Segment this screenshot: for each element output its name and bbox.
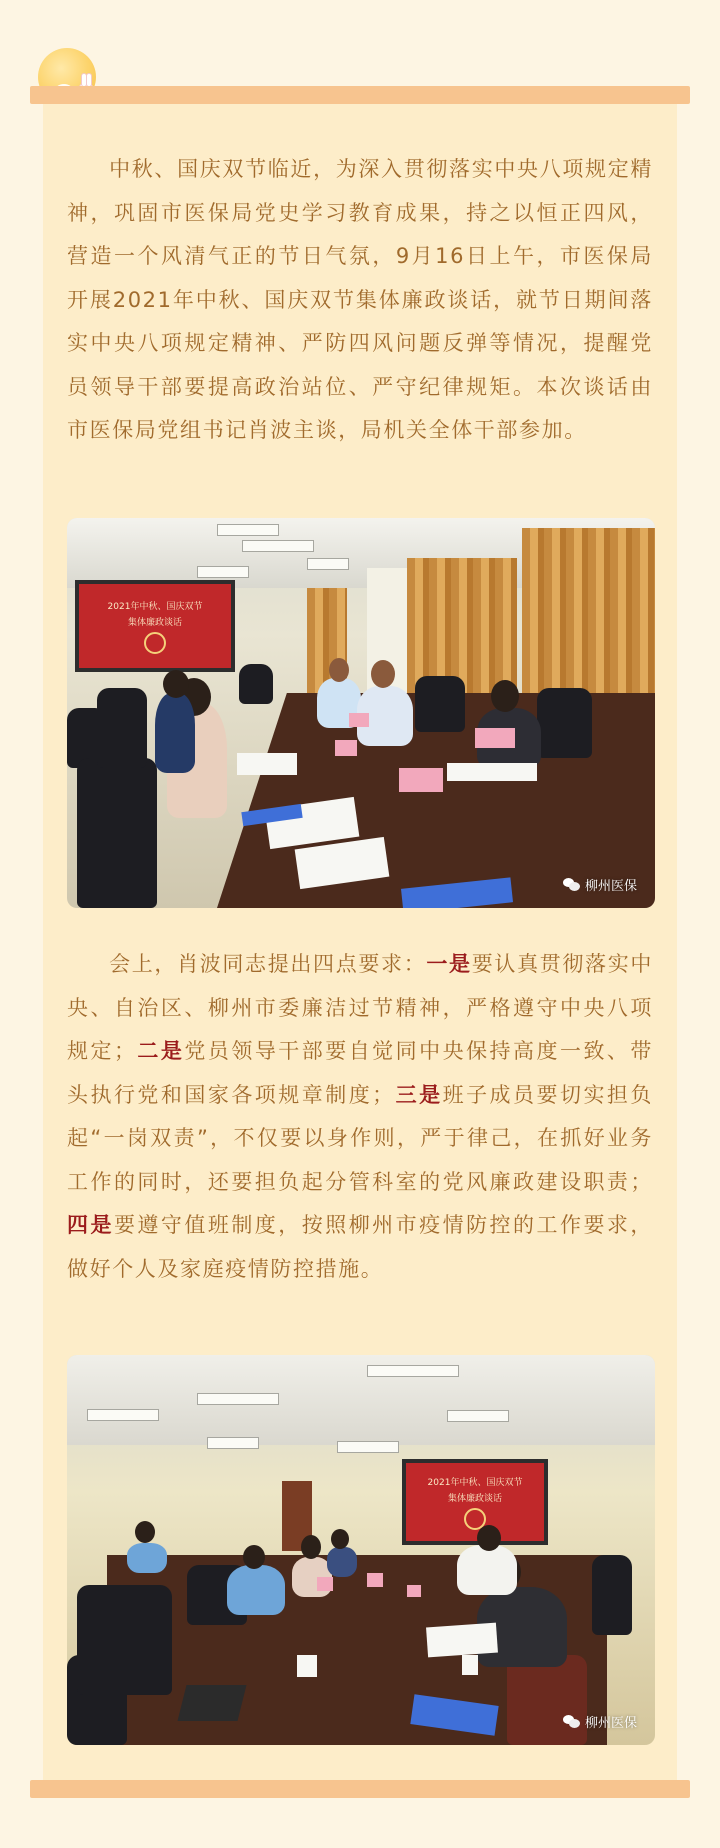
point-1-label: 一是 bbox=[426, 952, 472, 976]
screen-2-line-1: 2021年中秋、国庆双节 bbox=[427, 1477, 523, 1488]
point-1-text: 要认真贯彻落实中央、自治区、柳州市委廉洁过节精神，严格遵守中央八项规定； bbox=[67, 952, 653, 1063]
point-4-text: 要遵守值班制度，按照柳州市疫情防控的工作要求，做好个人及家庭疫情防控措施。 bbox=[67, 1213, 653, 1281]
party-emblem-icon bbox=[144, 632, 166, 654]
wechat-icon bbox=[563, 878, 581, 892]
screen-1-line-1: 2021年中秋、国庆双节 bbox=[107, 601, 203, 612]
point-3-label: 三是 bbox=[394, 1082, 443, 1107]
paragraph-requirements bbox=[67, 943, 653, 1291]
screen-2-line-2: 集体廉政谈话 bbox=[447, 1493, 502, 1504]
meeting-photo-1 bbox=[67, 518, 655, 908]
screen-1-line-2: 集体廉政谈话 bbox=[127, 617, 182, 628]
watermark-1-text: 柳州医保 bbox=[584, 879, 637, 894]
watermark-2-text: 柳州医保 bbox=[584, 1716, 637, 1731]
point-4-label: 四是 bbox=[67, 1213, 114, 1237]
paragraph-intro bbox=[67, 148, 653, 453]
point-3-text: 班子成员要切实担负起“一岗双责”，不仅要以身作则，严于律己，在抓好业务工作的同时，还要担负起分管科室的党风廉政建设职责； bbox=[67, 1082, 653, 1194]
wechat-icon bbox=[563, 1715, 581, 1729]
meeting-photo-2 bbox=[67, 1355, 655, 1745]
requirements-intro: 会上，肖波同志提出四点要求： bbox=[109, 952, 427, 976]
watermark-1 bbox=[563, 875, 637, 894]
projection-screen-2 bbox=[402, 1459, 548, 1545]
point-2-text: 党员领导干部要自觉同中央保持高度一致、带头执行党和国家各项规章制度； bbox=[67, 1039, 654, 1107]
paragraph-intro-text: 中秋、国庆双节临近，为深入贯彻落实中央八项规定精神，巩固市医保局党史学习教育成果，持之以恒正四风，营造一个风清气正的节日气氛，9月16日上午，市医保局开展2021年中秋、国庆双节集体廉政谈话，就节日期间落实中央八项规定精神、严防四风问题反弹等情况，提醒党员领导干部要提高政治站位、严守纪律规矩。本次谈话由市医保局党组书记肖波主谈，局机关全体干部参加。 bbox=[67, 157, 653, 442]
projection-screen-1 bbox=[75, 580, 235, 672]
top-accent-bar bbox=[30, 86, 690, 104]
bottom-accent-bar bbox=[30, 1780, 690, 1798]
watermark-2 bbox=[563, 1712, 637, 1731]
point-2-label: 二是 bbox=[136, 1039, 185, 1063]
